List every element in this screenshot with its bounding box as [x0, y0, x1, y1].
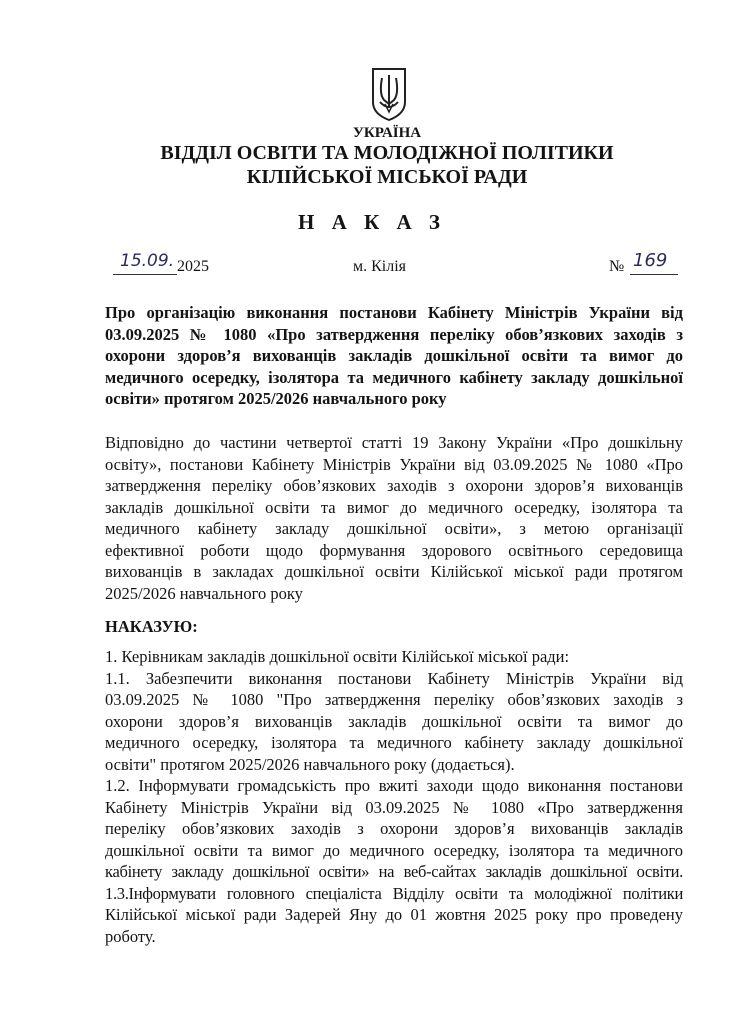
order-line: освіти" протягом 2025/2026 навчального року (додається).	[105, 754, 515, 774]
order-items	[105, 646, 683, 947]
order-heading: НАКАЗУЮ:	[105, 617, 198, 636]
department-name-line2: КІЛІЙСЬКОЇ МІСЬКОЇ РАДИ	[246, 166, 528, 188]
order-line: дошкільної освіти та вимог до медичного осередку, ізолятора та медичного	[105, 840, 683, 860]
preamble-line: вихованців в закладах дошкільної освіти Кілійської міської ради протягом	[105, 562, 683, 581]
subject-line: 03.09.2025 № 1080 «Про затвердження переліку обов’язкових заходів з	[105, 324, 683, 344]
order-line: роботу.	[105, 926, 156, 946]
order-line: 1. Керівникам закладів дошкільної освіти Кілійської міської ради:	[105, 647, 570, 666]
subject-line: охорони здоров’я вихованців закладів дошкільної освіти та вимог до	[105, 346, 683, 365]
order-line: 1.2. Інформувати громадськість про вжиті заходи щодо виконання постанови	[105, 776, 683, 795]
order-line: 03.09.2025 № 1080 "Про затвердження переліку обов’язкових заходів з	[105, 690, 683, 709]
subject-line: Про організацію виконання постанови Кабінету Міністрів України від	[105, 303, 683, 322]
preamble-paragraph	[105, 432, 683, 604]
order-line: Кілійської міської ради Задерей Яну до 01 жовтня 2025 року про проведену	[105, 905, 683, 924]
document-title: Н А К А З	[298, 210, 446, 234]
subject-line: медичного осередку, ізолятора та медичного кабінету закладу дошкільної	[105, 367, 683, 387]
date-year: 2025	[177, 258, 209, 275]
preamble-line: медичного кабінету закладу дошкільної освіти», з метою організації	[105, 519, 683, 538]
preamble-line: затвердження переліку обов’язкових заходів з охорони здоров’я вихованців	[105, 476, 683, 495]
order-line: 1.3.Інформувати головного спеціаліста Відділу освіти та молодіжної політики	[105, 883, 683, 903]
subject-line: освіти» протягом 2025/2026 навчального року	[105, 389, 447, 408]
preamble-line: ефективної роботи щодо формування здорового освітнього середовища	[105, 540, 683, 560]
trident-emblem-icon	[370, 66, 408, 122]
handwritten-date: 15.09.	[120, 251, 175, 271]
number-underline	[630, 274, 678, 275]
handwritten-number: 169	[633, 250, 668, 271]
preamble-line: освіту», постанови Кабінету Міністрів України від 03.09.2025 № 1080 «Про	[105, 454, 683, 474]
order-line: 1.1. Забезпечити виконання постанови Кабінету Міністрів України від	[105, 668, 683, 688]
preamble-line: 2025/2026 навчального року	[105, 583, 303, 603]
order-subject	[105, 302, 683, 410]
preamble-line: Відповідно до частини четвертої статті 19 Закону України «Про дошкільну	[105, 433, 683, 452]
order-line: охорони здоров’я вихованців закладів дошкільної освіти та вимог до	[105, 711, 683, 731]
order-line: переліку обов’язкових заходів з охорони здоров’я вихованців закладів	[105, 819, 683, 838]
country-name: УКРАЇНА	[352, 125, 422, 141]
preamble-line: закладів дошкільної освіти та вимог до медичного осередку, ізолятора та	[105, 497, 683, 517]
city-name: м. Кілія	[353, 258, 407, 275]
number-label: №	[609, 258, 625, 275]
date-underline	[113, 274, 177, 275]
order-line: кабінету закладу дошкільної освіти» на веб-сайтах закладів дошкільної освіти.	[105, 862, 683, 881]
order-line: медичного осередку, ізолятора та медичного кабінету закладу дошкільної	[105, 733, 683, 752]
department-name-line1: ВІДДІЛ ОСВІТИ ТА МОЛОДІЖНОЇ ПОЛІТИКИ	[160, 142, 614, 164]
order-line: Кабінету Міністрів України від 03.09.2025 № 1080 «Про затвердження	[105, 797, 683, 817]
date-number-line	[0, 250, 744, 284]
